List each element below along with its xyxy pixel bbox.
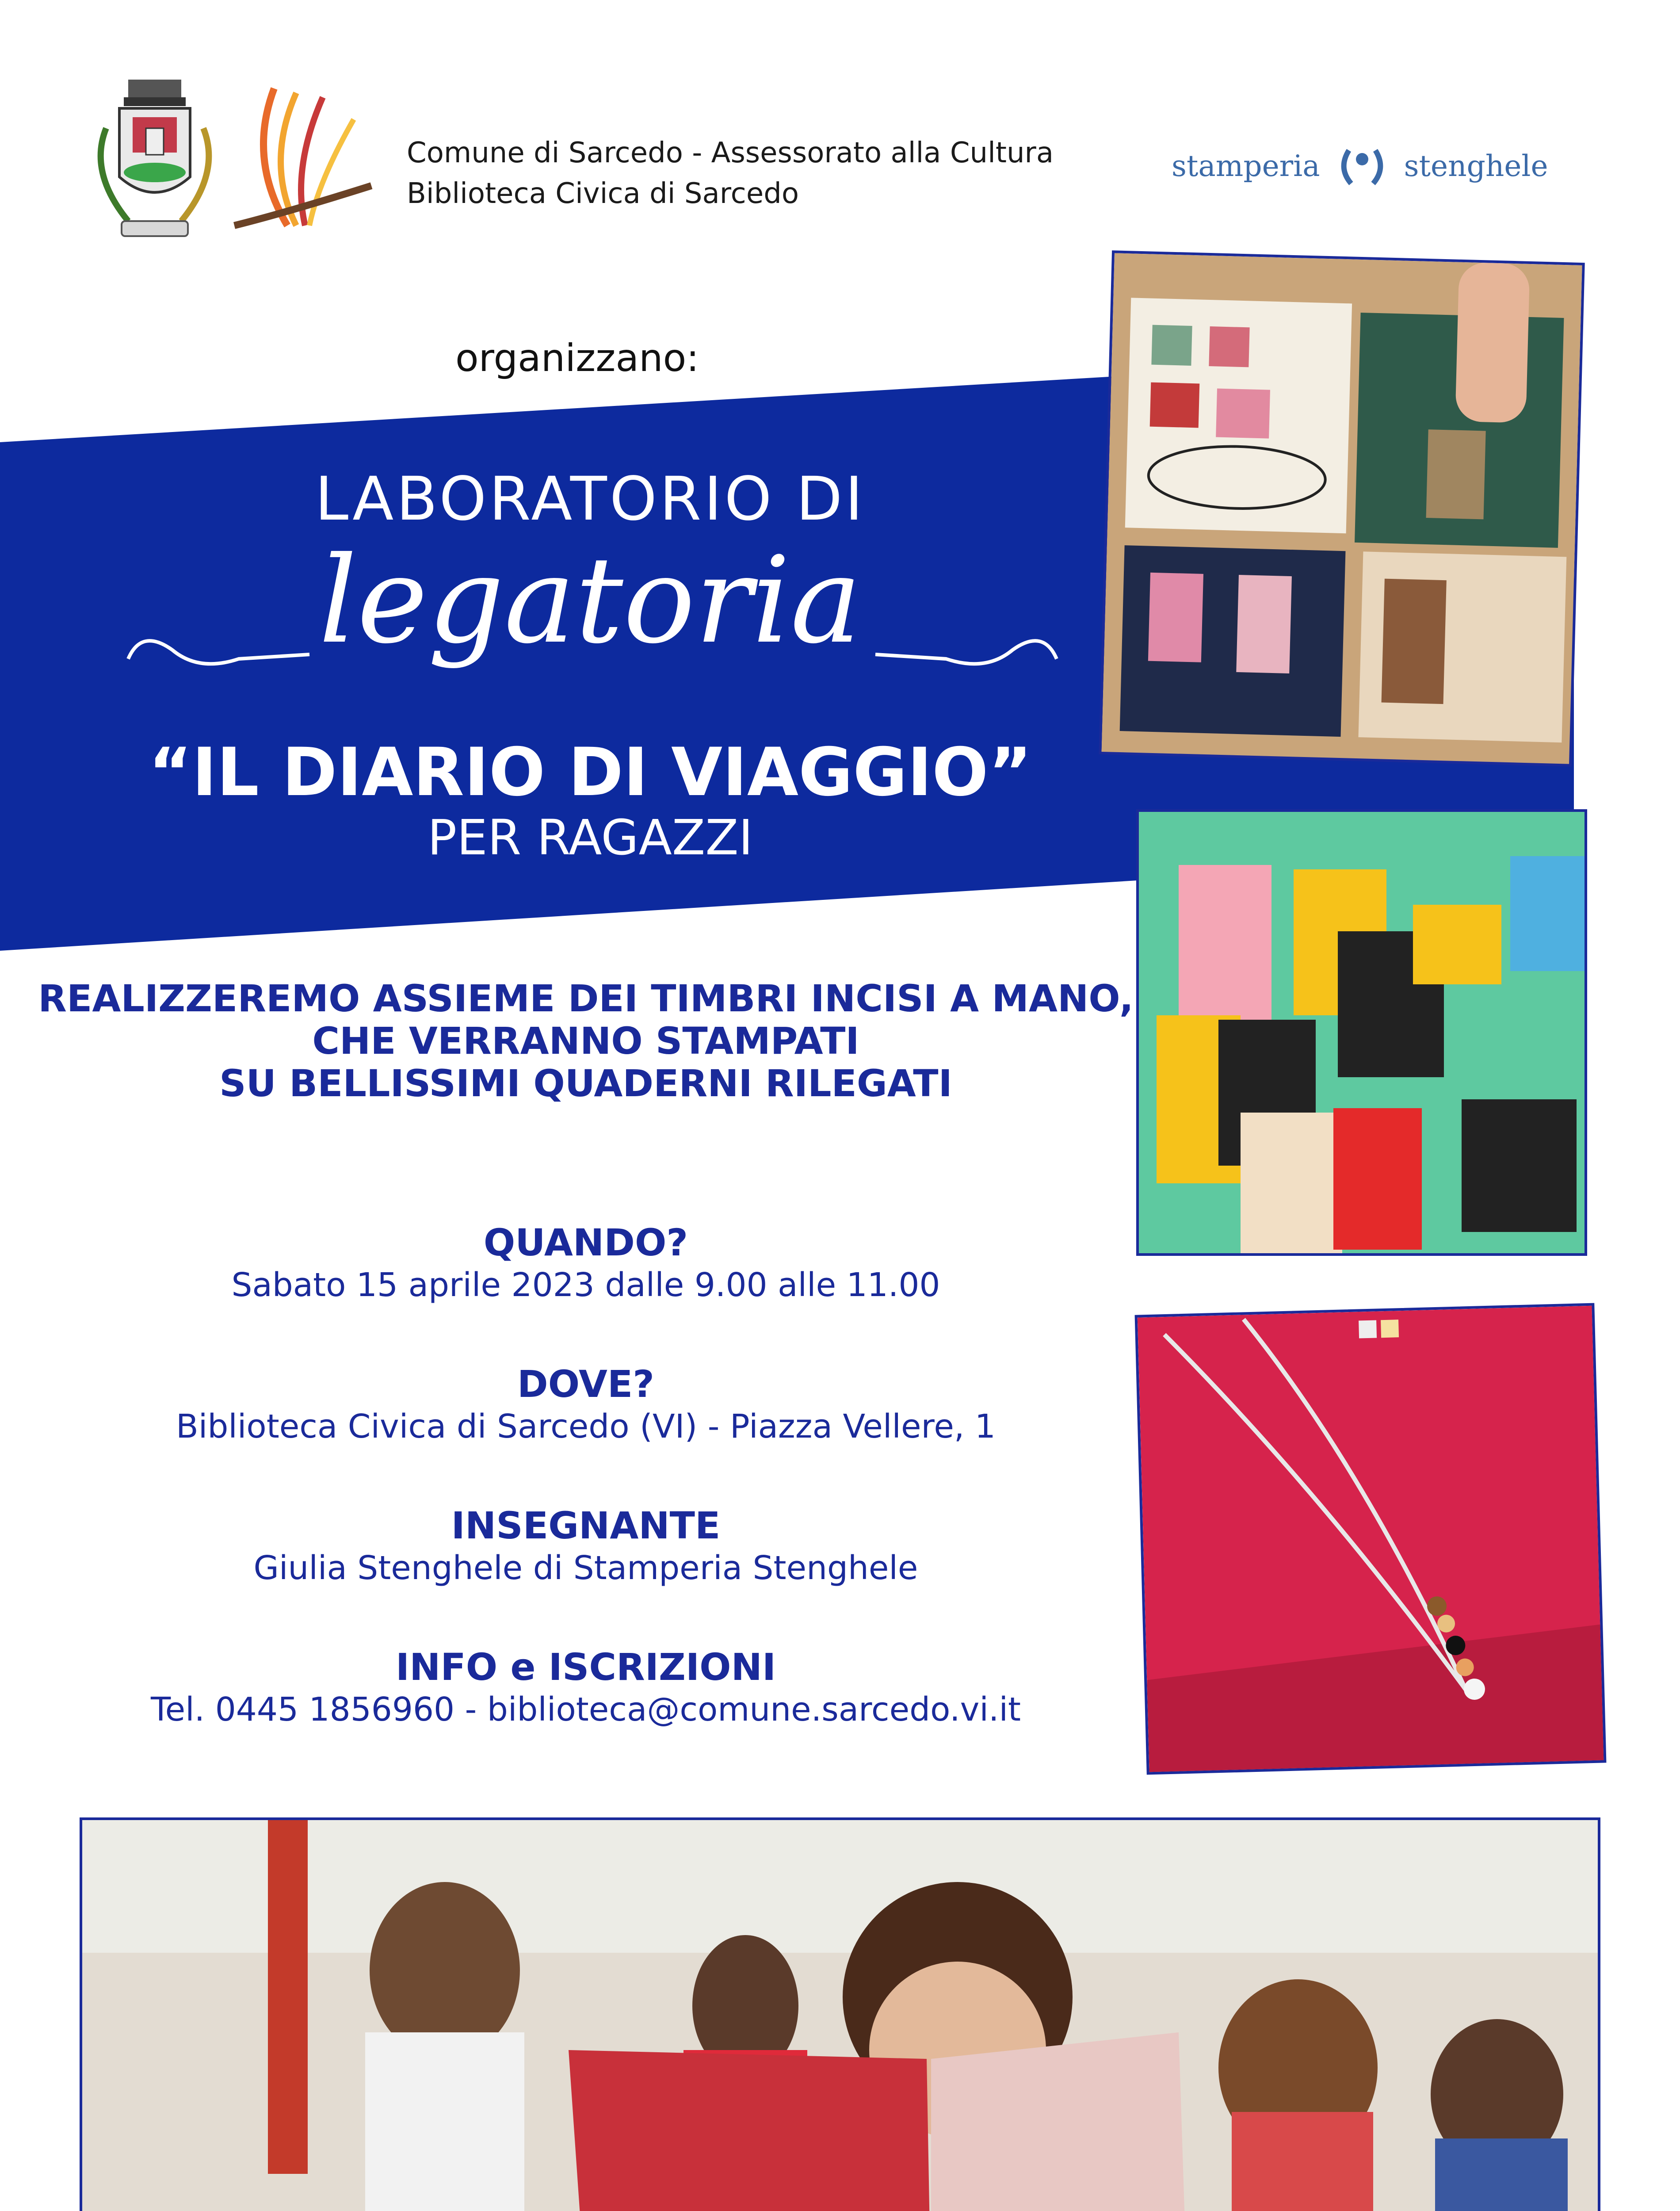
insegnante-heading: INSEGNANTE	[451, 1504, 721, 1547]
stamperia-left-word: stamperia	[1172, 149, 1320, 183]
intro-text	[0, 977, 1172, 1105]
photo-child-reading	[80, 1817, 1600, 2211]
municipal-crest-icon	[80, 75, 230, 252]
info-text: Tel. 0445 1856960 - biblioteca@comune.sarcedo.vi.it	[150, 1691, 1021, 1729]
section-quando	[0, 1220, 1172, 1305]
photo-notebooks-green	[1136, 809, 1587, 1256]
dove-heading: DOVE?	[517, 1362, 654, 1406]
stamperia-mark-icon	[1338, 142, 1386, 190]
title-laboratorio: LABORATORIO DI	[315, 464, 866, 534]
section-insegnante	[0, 1503, 1172, 1588]
quando-text: Sabato 15 aprile 2023 dalle 9.00 alle 11.00	[231, 1266, 940, 1304]
organizer-line-1: Comune di Sarcedo - Assessorato alla Cultura	[407, 137, 1054, 169]
title-legatoria: legatoria	[319, 531, 862, 670]
intro-line-3: SU BELLISSIMI QUADERNI RILEGATI	[219, 1062, 952, 1105]
stamperia-right-word: stenghele	[1404, 149, 1548, 183]
organizer-line-2: Biblioteca Civica di Sarcedo	[407, 177, 799, 210]
quando-heading: QUANDO?	[483, 1221, 688, 1264]
photo-notebooks-wood	[1099, 250, 1585, 767]
insegnante-text: Giulia Stenghele di Stamperia Stenghele	[253, 1549, 918, 1587]
photo-red-paper	[1135, 1303, 1607, 1775]
intro-line-2: CHE VERRANNO STAMPATI	[312, 1019, 859, 1063]
intro-line-1: REALIZZEREMO ASSIEME DEI TIMBRI INCISI A MANO,	[38, 977, 1134, 1020]
section-info	[0, 1645, 1172, 1730]
library-logo-icon	[221, 80, 380, 256]
title-ragazzi: PER RAGAZZI	[427, 809, 753, 866]
organizer-header	[407, 133, 1054, 214]
info-heading: INFO e ISCRIZIONI	[395, 1645, 776, 1689]
organizzano-label: organizzano:	[455, 336, 699, 380]
title-diario: “IL DIARIO DI VIAGGIO”	[148, 734, 1032, 811]
dove-text: Biblioteca Civica di Sarcedo (VI) - Piazza Vellere, 1	[176, 1408, 996, 1446]
stamperia-logo	[1172, 142, 1548, 190]
section-dove	[0, 1362, 1172, 1447]
